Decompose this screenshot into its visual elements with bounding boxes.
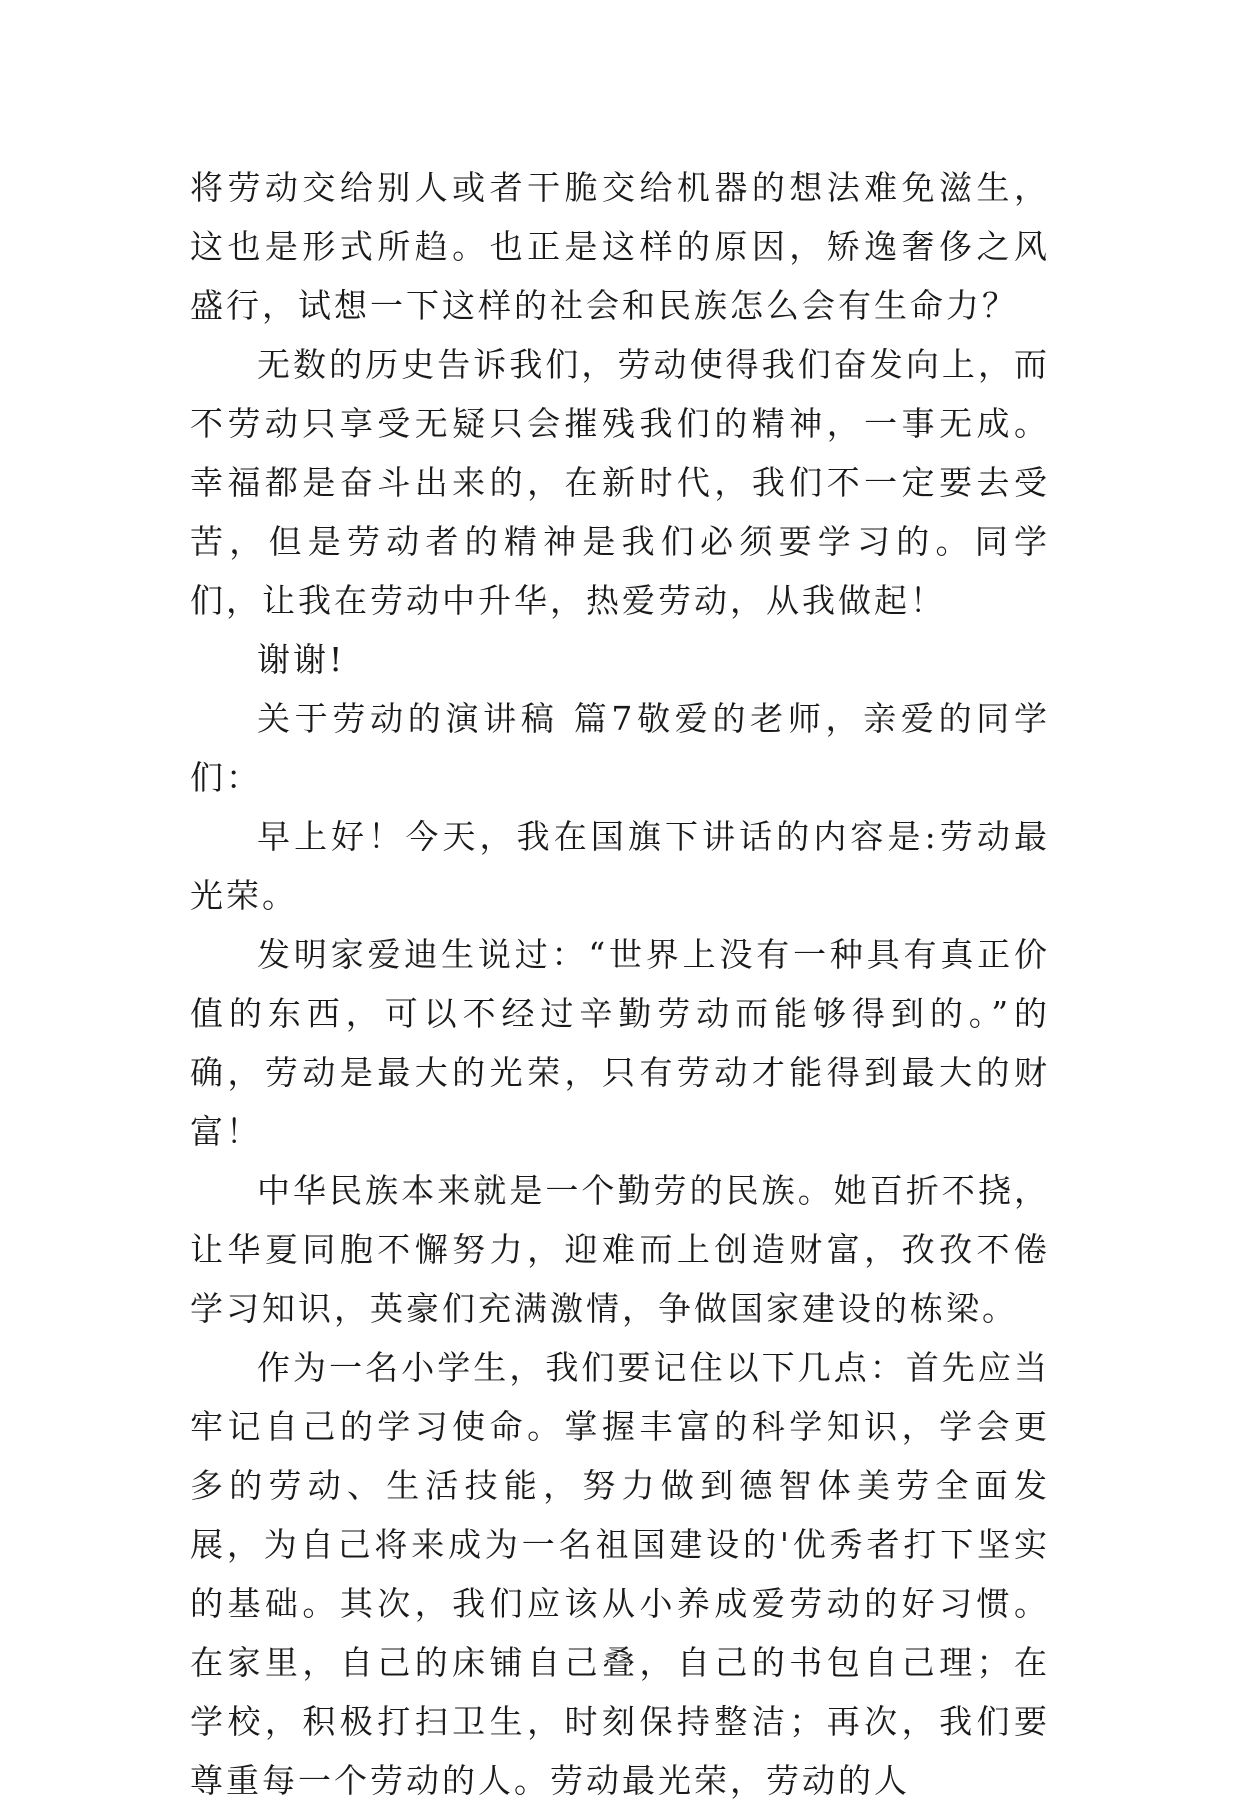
paragraph-edison-quote: 发明家爱迪生说过：“世界上没有一种具有真正价值的东西，可以不经过辛勤劳动而能够得到的。”的确，劳动是最大的光荣，只有劳动才能得到最大的财富！ bbox=[190, 935, 1050, 1151]
body-text bbox=[190, 158, 1050, 1810]
paragraph-chinese-nation: 中华民族本来就是一个勤劳的民族。她百折不挠，让华夏同胞不懈努力，迎难而上创造财富，孜孜不倦学习知识，英豪们充满激情，争做国家建设的栋梁。 bbox=[190, 1171, 1050, 1328]
paragraph-student-points: 作为一名小学生，我们要记住以下几点：首先应当牢记自己的学习使命。掌握丰富的科学知识，学会更多的劳动、生活技能，努力做到德智体美劳全面发展，为自己将来成为一名祖国建设的'优秀者打下坚实的基础。其次，我们应该从小养成爱劳动的好习惯。在家里，自己的床铺自己叠，自己的书包自己理；在学校，积极打扫卫生，时刻保持整洁；再次，我们要尊重每一个劳动的人。劳动最光荣，劳动的人 bbox=[190, 1348, 1050, 1800]
paragraph-section-heading: 关于劳动的演讲稿 篇7敬爱的老师，亲爱的同学们： bbox=[190, 699, 1050, 797]
paragraph-continuation: 将劳动交给别人或者干脆交给机器的想法难免滋生，这也是形式所趋。也正是这样的原因，矫逸奢侈之风盛行，试想一下这样的社会和民族怎么会有生命力？ bbox=[190, 168, 1050, 325]
paragraph-thanks: 谢谢! bbox=[257, 640, 346, 679]
paragraph-history: 无数的历史告诉我们，劳动使得我们奋发向上，而不劳动只享受无疑只会摧残我们的精神，一事无成。幸福都是奋斗出来的，在新时代，我们不一定要去受苦，但是劳动者的精神是我们必须要学习的。同学们，让我在劳动中升华，热爱劳动，从我做起！ bbox=[190, 345, 1050, 620]
paragraph-greeting: 早上好！今天，我在国旗下讲话的内容是:劳动最光荣。 bbox=[190, 817, 1050, 915]
